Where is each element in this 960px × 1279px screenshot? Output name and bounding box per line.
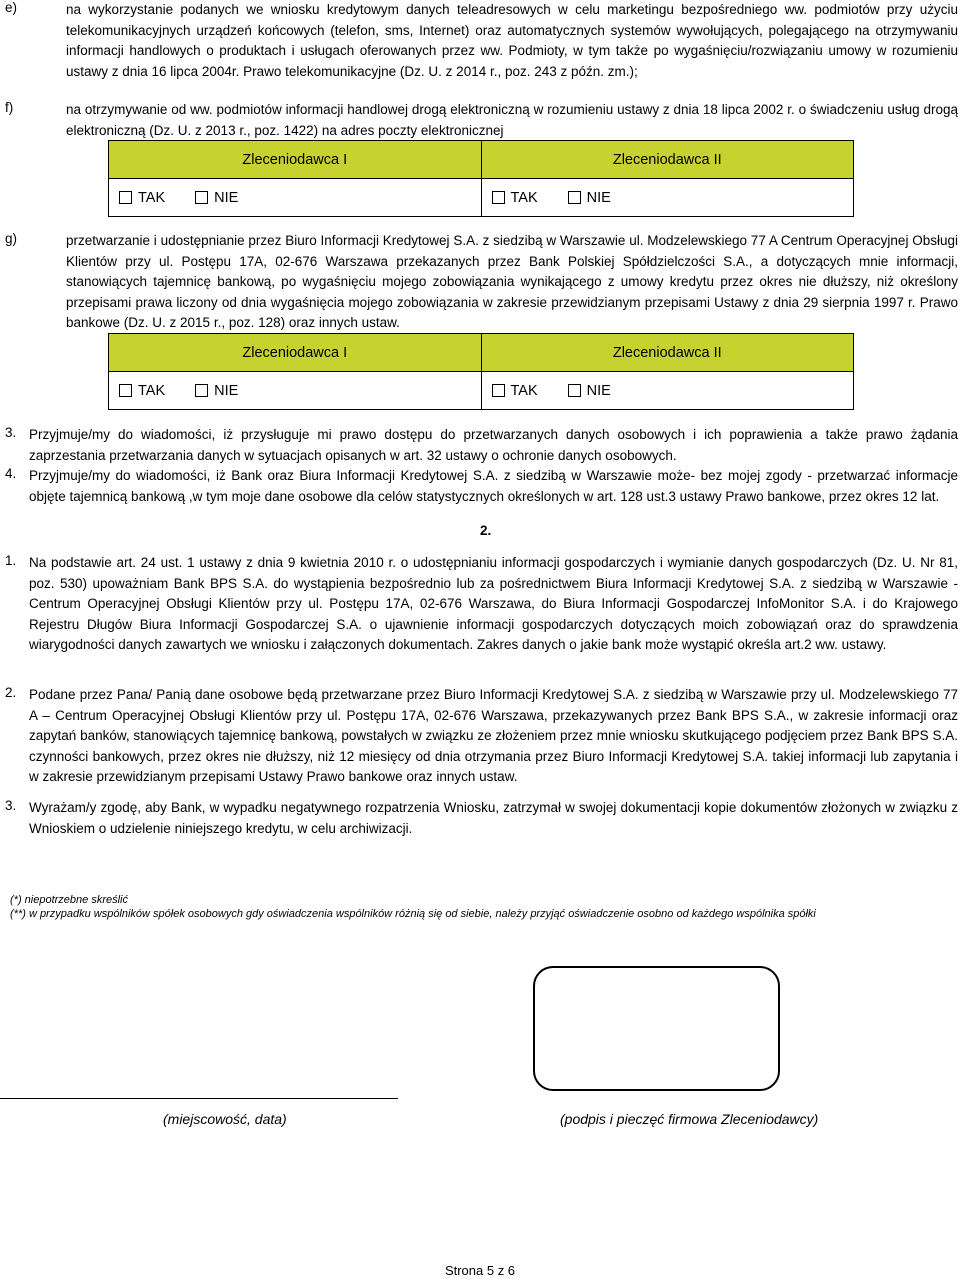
section-f-label: f) bbox=[5, 100, 14, 115]
column-zleceniodawca-2: Zleceniodawca II bbox=[481, 141, 854, 179]
checkbox-tak[interactable] bbox=[119, 191, 132, 204]
footnote-1: (*) niepotrzebne skreślić bbox=[10, 894, 128, 906]
checkbox-nie[interactable] bbox=[568, 384, 581, 397]
label-nie: NIE bbox=[586, 382, 611, 399]
label-tak: TAK bbox=[138, 189, 166, 206]
page-number: Strona 5 z 6 bbox=[444, 1263, 516, 1278]
item-3-text: Przyjmuje/my do wiadomości, iż przysługuje mi prawo dostępu do przetwarzanych danych osobowych i ich poprawienia a także prawo żądania zaprzestania przetwarzania danych w sytuacjach opisanych w art. 32 ustawy o ochronie danych osobowych. bbox=[29, 427, 958, 463]
footnotes bbox=[10, 893, 816, 921]
column-zleceniodawca-1: Zleceniodawca I bbox=[109, 334, 482, 372]
label-tak: TAK bbox=[138, 382, 166, 399]
item-s2-2 bbox=[5, 685, 958, 788]
place-date-line bbox=[0, 1098, 398, 1099]
item-s2-3-text: Wyrażam/y zgodę, aby Bank, w wypadku negatywnego rozpatrzenia Wniosku, zatrzymał w swojej dokumentacji kopie dokumentów złożonych w związku z Wnioskiem o udzielenie niniejszego kredytu, w celu archiwizacji. bbox=[29, 800, 958, 836]
section-e-text: na wykorzystanie podanych we wniosku kredytowym danych teleadresowych w celu marketingu bezpośredniego ww. podmiotów przy użyciu telekomunikacyjnych urządzeń końcowych (telefon, sms, Internet) oraz automatycznych systemów wywołujących, polegającego na otrzymywaniu informacji handlowych o produktach i usługach oferowanych przez ww. Podmioty, w tym także po wygaśnięciu/rozwiązaniu umowy w rozumieniu ustawy z dnia 16 lipca 2004r. Prawo telekomunikacyjne (Dz. U. z 2014 r., poz. 243 z późn. zm.); bbox=[66, 2, 958, 79]
section-2-heading: 2. bbox=[480, 523, 492, 538]
item-s2-1-label: 1. bbox=[5, 553, 17, 568]
options-zleceniodawca-1 bbox=[109, 372, 482, 410]
signature-caption: (podpis i pieczęć firmowa Zleceniodawcy) bbox=[560, 1111, 819, 1127]
item-s2-1 bbox=[5, 553, 958, 656]
item-s2-2-text: Podane przez Pana/ Panią dane osobowe będą przetwarzane przez Biuro Informacji Kredytowej S.A. z siedzibą w Warszawie przy ul. Modzelewskiego 77 A – Centrum Operacyjnej Obsługi Klientów przy ul. Postępu 17A, 02-676 Warszawa, przekazywanych przez Bank BPS S.A., w zakresie informacji oraz zapytań banków, stanowiących tajemnicę bankową, powstałych w związku ze złożeniem przez mnie wniosku skutkującego podjęciem przez Bank BPS S.A. czynności bankowych, przez okres nie dłuższy, niż 12 miesięcy od dnia otrzymania przez Biuro Informacji Kredytowej S.A. takiej informacji lub zapytania i w zakresie przewidzianym przepisami Ustawy Prawo bankowe oraz innych ustaw. bbox=[29, 687, 958, 784]
section-g bbox=[5, 231, 958, 334]
item-3-label: 3. bbox=[5, 425, 17, 440]
checkbox-tak[interactable] bbox=[119, 384, 132, 397]
checkbox-tak[interactable] bbox=[492, 191, 505, 204]
label-tak: TAK bbox=[510, 189, 538, 206]
column-zleceniodawca-1: Zleceniodawca I bbox=[109, 141, 482, 179]
place-date-caption: (miejscowość, data) bbox=[163, 1111, 287, 1127]
label-nie: NIE bbox=[214, 189, 239, 206]
item-3 bbox=[5, 425, 958, 466]
item-s2-3 bbox=[5, 798, 958, 839]
item-4-label: 4. bbox=[5, 466, 17, 481]
label-nie: NIE bbox=[586, 189, 611, 206]
column-zleceniodawca-2: Zleceniodawca II bbox=[481, 334, 854, 372]
label-tak: TAK bbox=[510, 382, 538, 399]
item-s2-2-label: 2. bbox=[5, 685, 17, 700]
item-4 bbox=[5, 466, 958, 507]
item-s2-1-text: Na podstawie art. 24 ust. 1 ustawy z dnia 9 kwietnia 2010 r. o udostępnianiu informacji gospodarczych i wymianie danych gospodarczych (Dz. U. Nr 81, poz. 530) upoważniam Bank BPS S.A. do wystąpienia bezpośrednio lub za pośrednictwem Biura Informacji Kredytowej S.A. z siedzibą w Warszawie - Centrum Operacyjnej Obsługi Klientów przy ul. Postępu 17A, 02-676 Warszawa, do Biura Informacji Gospodarczej InfoMonitor S.A. i do Krajowego Rejestru Długów Biura Informacji Gospodarczej S.A. o ujawnienie informacji gospodarczych dotyczących moich zobowiązań oraz do sprawdzenia wiarygodności danych zawartych we wniosku i załączonych dokumentach. Zakres danych o jakie bank może wystąpić określa art.2 ww. ustawy. bbox=[29, 555, 958, 652]
consent-table-g bbox=[108, 333, 854, 410]
checkbox-nie[interactable] bbox=[195, 191, 208, 204]
section-e bbox=[5, 0, 958, 82]
label-nie: NIE bbox=[214, 382, 239, 399]
checkbox-nie[interactable] bbox=[568, 191, 581, 204]
consent-table-f bbox=[108, 140, 854, 217]
section-f bbox=[5, 100, 958, 141]
options-zleceniodawca-2 bbox=[481, 372, 854, 410]
options-zleceniodawca-1 bbox=[109, 179, 482, 217]
checkbox-nie[interactable] bbox=[195, 384, 208, 397]
item-s2-3-label: 3. bbox=[5, 798, 17, 813]
section-f-text: na otrzymywanie od ww. podmiotów informacji handlowej drogą elektroniczną w rozumieniu ustawy z dnia 18 lipca 2002 r. o świadczeniu usług drogą elektroniczną (Dz. U. z 2013 r., poz. 1422) na adres poczty elektronicznej bbox=[66, 102, 958, 138]
stamp-signature-box[interactable] bbox=[533, 966, 780, 1091]
section-g-label: g) bbox=[5, 231, 18, 246]
footnote-2: (**) w przypadku wspólników spółek osobowych gdy oświadczenia wspólników różnią się od siebie, należy przyjąć oświadczenie osobno od każdego wspólnika spółki bbox=[10, 908, 816, 920]
checkbox-tak[interactable] bbox=[492, 384, 505, 397]
item-4-text: Przyjmuje/my do wiadomości, iż Bank oraz Biura Informacji Kredytowej S.A. z siedzibą w Warszawie może- bez mojej zgody - przetwarzać informacje objęte tajemnicą bankową ,w tym moje dane osobowe dla celów statystycznych określonych w art. 128 ust.3 ustawy Prawo bankowe, przez okres 12 lat. bbox=[29, 468, 958, 504]
section-g-text: przetwarzanie i udostępnianie przez Biuro Informacji Kredytowej S.A. z siedzibą w Warszawie ul. Modzelewskiego 77 A Centrum Operacyjnej Obsługi Klientów przy ul. Postępu 17A, 02-676 Warszawa przekazanych przez Bank Polskiej Spółdzielczości S.A., a dotyczących mnie informacji, stanowiących tajemnicę bankową, po wygaśnięciu mojego zobowiązania wynikającego z umowy kredytu przez okres nie dłuższy, niż określony przepisami prawa liczony od dnia wygaśnięcia mojego zobowiązania w zakresie przewidzianym przepisami Ustawy z dnia 29 sierpnia 1997 r. Prawo bankowe (Dz. U. z 2015 r., poz. 128) oraz innych ustaw. bbox=[66, 233, 958, 330]
section-e-label: e) bbox=[5, 0, 18, 15]
options-zleceniodawca-2 bbox=[481, 179, 854, 217]
